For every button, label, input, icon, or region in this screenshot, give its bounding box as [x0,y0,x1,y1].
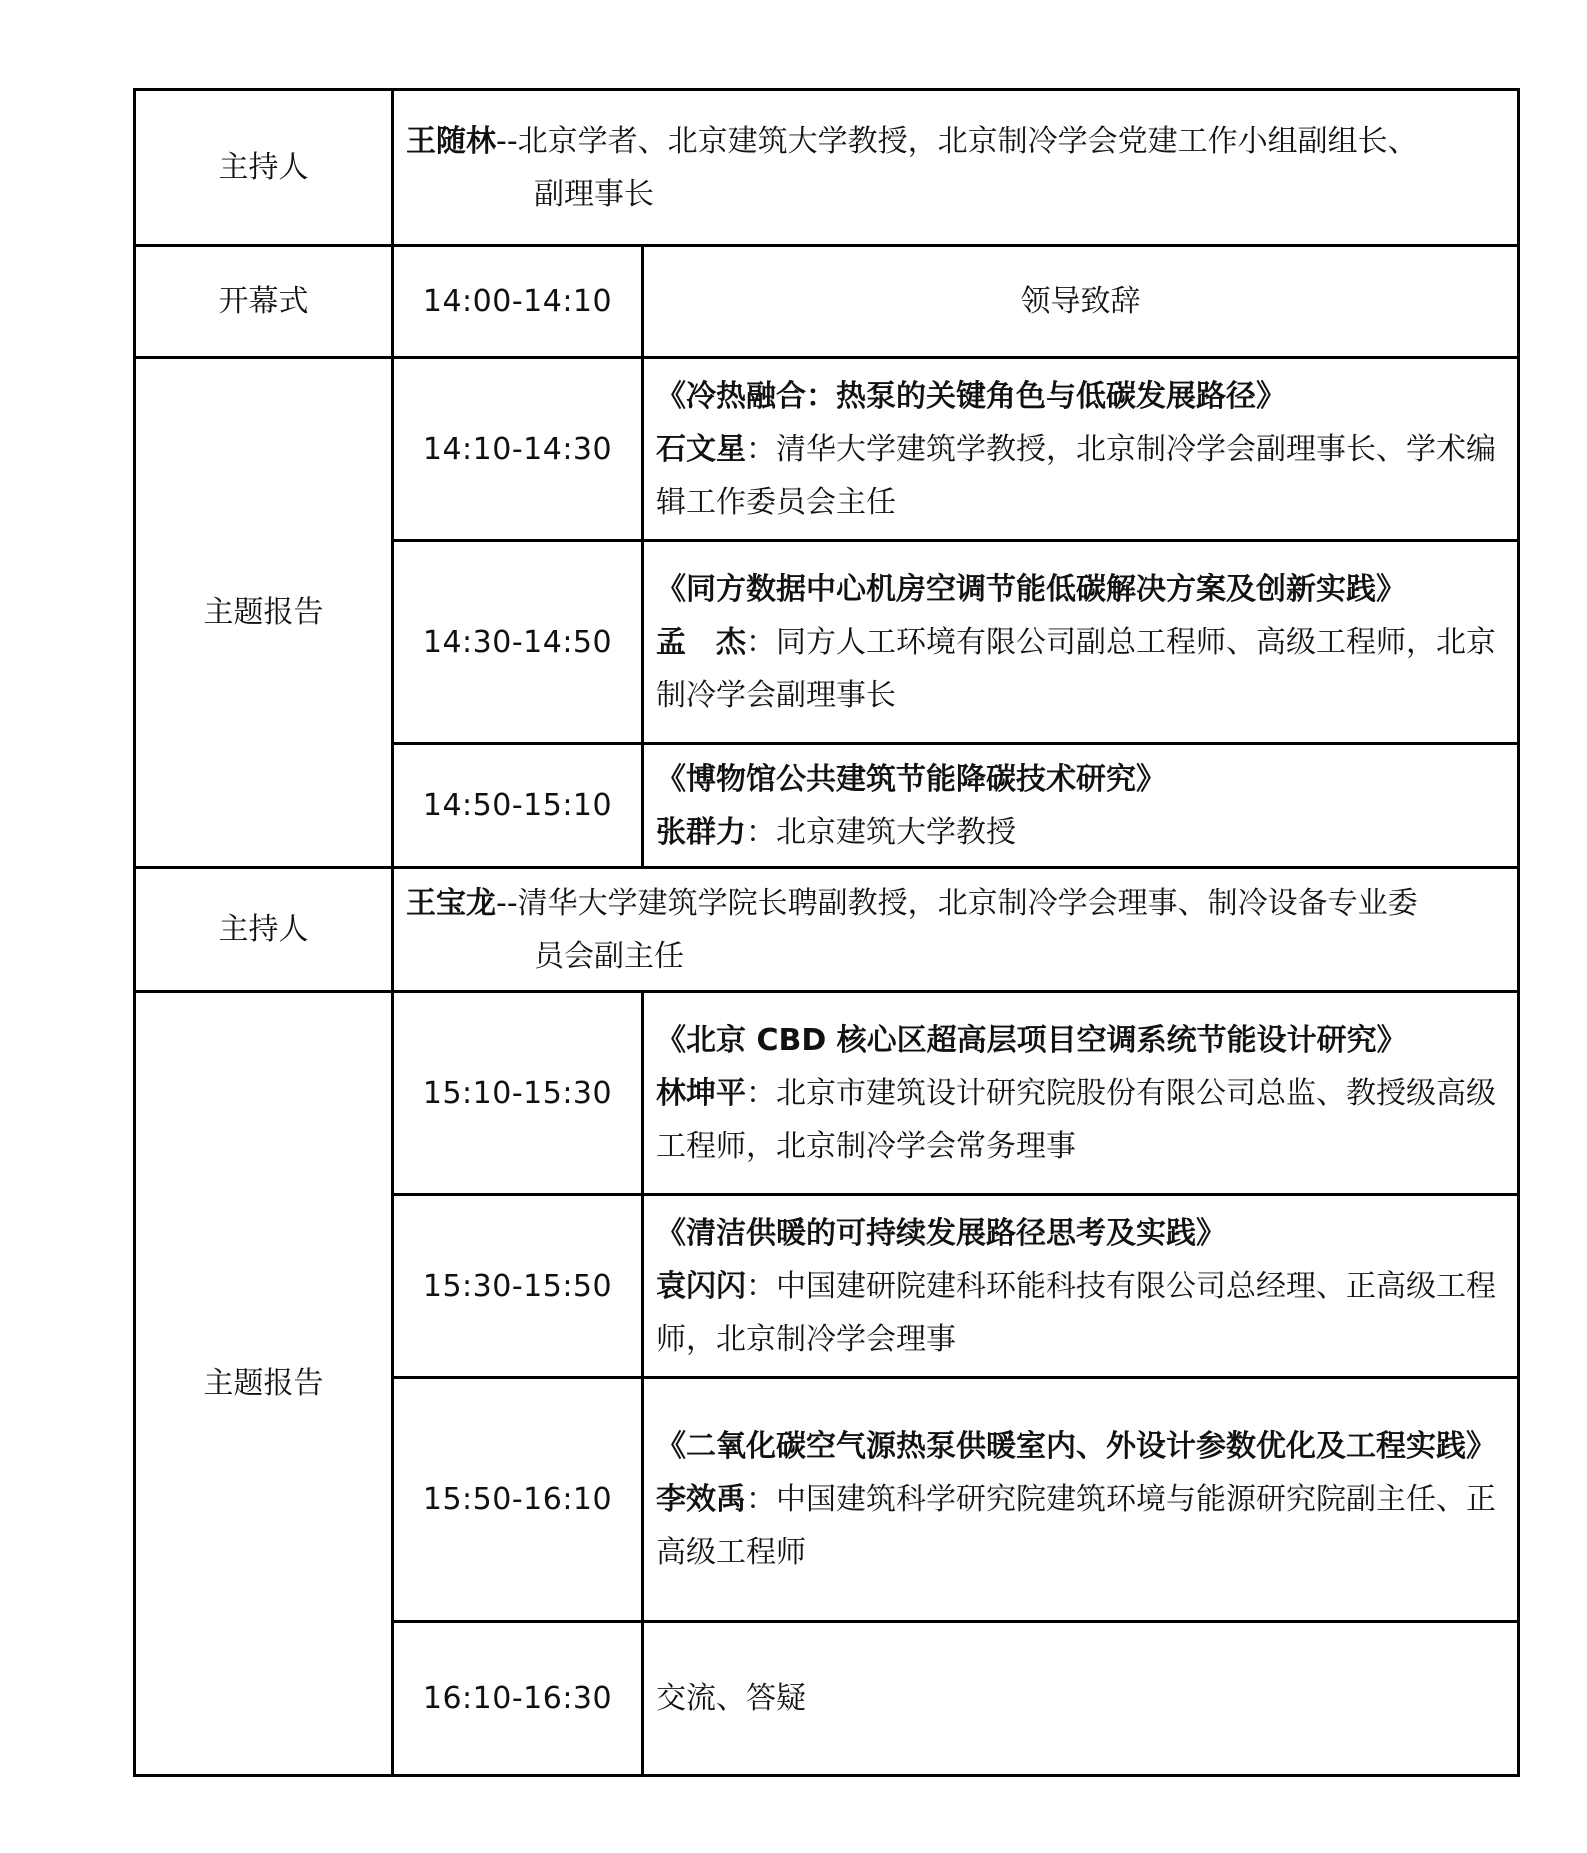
talk-time: 14:10-14:30 [393,358,643,541]
host-info-2 [393,868,1519,992]
talk-content [643,541,1519,744]
talk-content [643,1195,1519,1378]
host-desc-2b: 员会副主任 [534,938,684,974]
host-label-1: 主持人 [135,90,393,246]
talk-time: 15:50-16:10 [393,1378,643,1622]
talk-content [643,358,1519,541]
opening-time: 14:00-14:10 [393,246,643,358]
talk-content [643,992,1519,1195]
talk-content [643,744,1519,868]
talk-title: 《博物馆公共建筑节能降碳技术研究》 [656,761,1166,797]
opening-content: 领导致辞 [643,246,1519,358]
talk-speaker-desc: ：中国建研院建科环能科技有限公司总经理、正高级工程师，北京制冷学会理事 [656,1268,1496,1357]
host-desc-2a: --清华大学建筑学院长聘副教授，北京制冷学会理事、制冷设备专业委 [496,885,1418,921]
talk-speaker-desc: ：中国建筑科学研究院建筑环境与能源研究院副主任、正高级工程师 [656,1482,1496,1570]
talk-speaker-desc: ：清华大学建筑学教授，北京制冷学会副理事长、学术编辑工作委员会主任 [656,431,1496,520]
talk-time: 15:10-15:30 [393,992,643,1195]
talk-speaker-desc: ：北京建筑大学教授 [746,814,1016,850]
talk-speaker: 孟 杰 [656,624,746,660]
talk-title: 《北京 CBD 核心区超高层项目空调系统节能设计研究》 [656,1022,1407,1058]
talk-content [643,1378,1519,1622]
host-desc-1a: --北京学者、北京建筑大学教授，北京制冷学会党建工作小组副组长、 [496,123,1418,159]
host-row-2 [135,868,1519,992]
host-desc-1b: 副理事长 [534,176,654,212]
opening-label: 开幕式 [135,246,393,358]
talk-speaker: 李效禹 [656,1482,746,1517]
keynote-label-2: 主题报告 [135,992,393,1776]
host-info-1 [393,90,1519,246]
talk-title: 《清洁供暖的可持续发展路径思考及实践》 [656,1215,1226,1251]
talk-title: 《同方数据中心机房空调节能低碳解决方案及创新实践》 [656,571,1406,607]
talk-speaker: 林坤平 [656,1075,746,1111]
host-name-2: 王宝龙 [406,885,496,921]
talk-speaker-desc: ：同方人工环境有限公司副总工程师、高级工程师，北京制冷学会副理事长 [656,624,1496,713]
talk-row [135,992,1519,1195]
talk-title: 《冷热融合：热泵的关键角色与低碳发展路径》 [656,378,1286,414]
talk-speaker: 张群力 [656,814,746,850]
talk-time: 14:30-14:50 [393,541,643,744]
talk-speaker: 石文星 [656,431,746,467]
agenda-table [133,88,1520,1777]
talk-time: 16:10-16:30 [393,1622,643,1776]
keynote-label-1: 主题报告 [135,358,393,868]
talk-time: 14:50-15:10 [393,744,643,868]
talk-row [135,358,1519,541]
host-label-2: 主持人 [135,868,393,992]
talk-speaker: 袁闪闪 [656,1268,746,1304]
opening-row [135,246,1519,358]
talk-title: 《二氧化碳空气源热泵供暖室内、外设计参数优化及工程实践》 [656,1429,1496,1464]
talk-time: 15:30-15:50 [393,1195,643,1378]
talk-speaker-desc: ：北京市建筑设计研究院股份有限公司总监、教授级高级工程师，北京制冷学会常务理事 [656,1075,1496,1164]
host-row-1 [135,90,1519,246]
host-name-1: 王随林 [406,123,496,159]
qa-content: 交流、答疑 [643,1622,1519,1776]
